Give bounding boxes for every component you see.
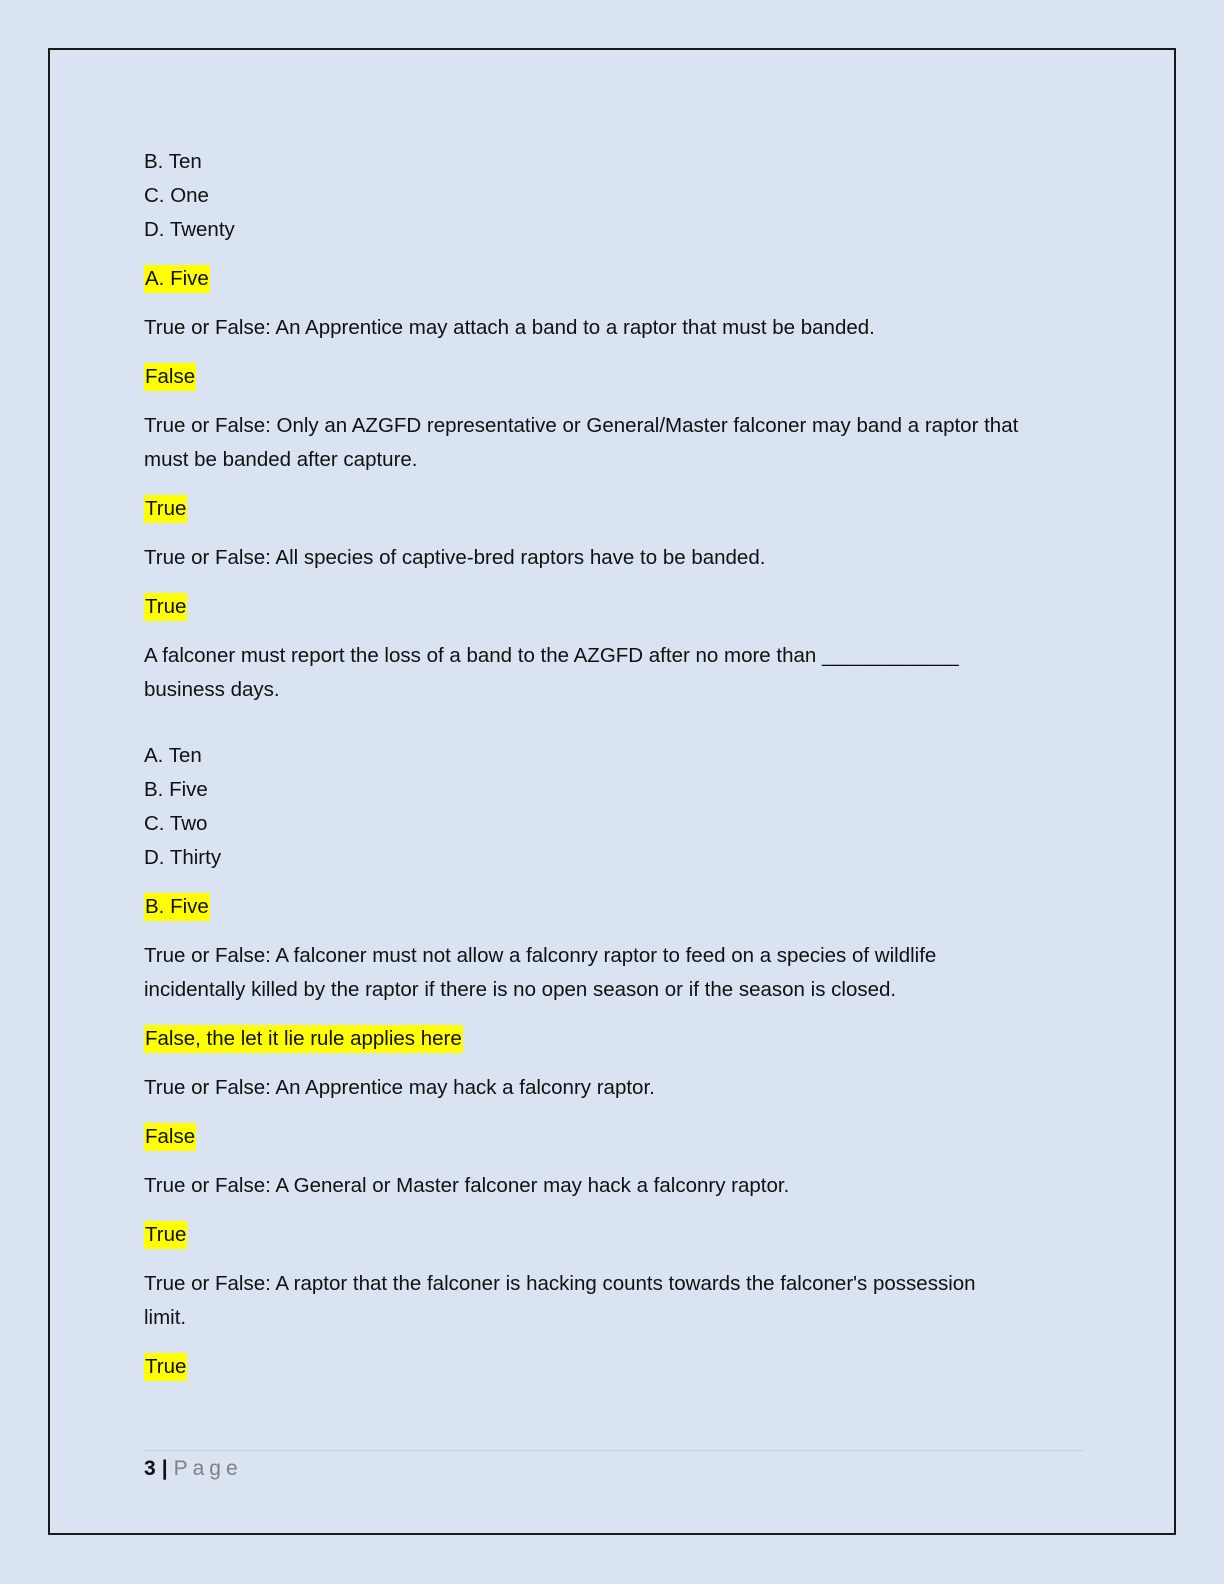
- answer-highlight: True: [144, 495, 187, 523]
- answer-highlight: True: [144, 593, 187, 621]
- page-number: 3: [144, 1457, 156, 1480]
- question-who-may-band-l1: True or False: Only an AZGFD representative or General/Master falconer may band a raptor that: [144, 414, 1019, 437]
- option-b-ten: B. Ten: [144, 150, 202, 173]
- question-apprentice-hack: True or False: An Apprentice may hack a falconry raptor.: [144, 1076, 655, 1099]
- option-a-ten: A. Ten: [144, 744, 202, 767]
- question-hacking-possession-limit-l2: limit.: [144, 1306, 187, 1329]
- answer-highlight: False: [144, 363, 196, 391]
- question-apprentice-band: True or False: An Apprentice may attach a band to a raptor that must be banded.: [144, 316, 875, 339]
- question-who-may-band-l2: must be banded after capture.: [144, 448, 418, 471]
- option-d-twenty: D. Twenty: [144, 218, 235, 241]
- answer-3-line: [144, 492, 1084, 526]
- page-label: Page: [173, 1457, 243, 1480]
- answer-5-line: [144, 890, 1084, 924]
- answer-8-line: [144, 1218, 1084, 1252]
- question-general-master-hack: True or False: A General or Master falconer may hack a falconry raptor.: [144, 1174, 790, 1197]
- option-c-two: C. Two: [144, 812, 208, 835]
- answer-6-line: [144, 1022, 1084, 1056]
- question-feed-on-wildlife-l1: True or False: A falconer must not allow a falconry raptor to feed on a species of wildlife: [144, 944, 937, 967]
- question-captive-bred-banded: True or False: All species of captive-bred raptors have to be banded.: [144, 546, 766, 569]
- answer-9-line: [144, 1350, 1084, 1384]
- answer-1-line: [144, 262, 1084, 296]
- answer-highlight: A. Five: [144, 265, 210, 293]
- answer-2-line: [144, 360, 1084, 394]
- answer-highlight: True: [144, 1353, 187, 1381]
- answer-highlight: False, the let it lie rule applies here: [144, 1025, 463, 1053]
- option-c-one: C. One: [144, 184, 209, 207]
- document-body: [144, 145, 1084, 1384]
- question-report-band-loss-l1: A falconer must report the loss of a band to the AZGFD after no more than ____________: [144, 644, 959, 667]
- option-b-five: B. Five: [144, 778, 208, 801]
- footer-divider: [144, 1450, 1084, 1451]
- answer-7-line: [144, 1120, 1084, 1154]
- answer-highlight: B. Five: [144, 893, 210, 921]
- footer-separator: |: [161, 1457, 168, 1480]
- answer-highlight: True: [144, 1221, 187, 1249]
- page-footer: [144, 1455, 243, 1483]
- question-report-band-loss-l2: business days.: [144, 678, 280, 701]
- question-feed-on-wildlife-l2: incidentally killed by the raptor if there is no open season or if the season is closed.: [144, 978, 897, 1001]
- answer-highlight: False: [144, 1123, 196, 1151]
- question-hacking-possession-limit-l1: True or False: A raptor that the falconer is hacking counts towards the falconer's possession: [144, 1272, 976, 1295]
- option-d-thirty: D. Thirty: [144, 846, 222, 869]
- answer-4-line: [144, 590, 1084, 624]
